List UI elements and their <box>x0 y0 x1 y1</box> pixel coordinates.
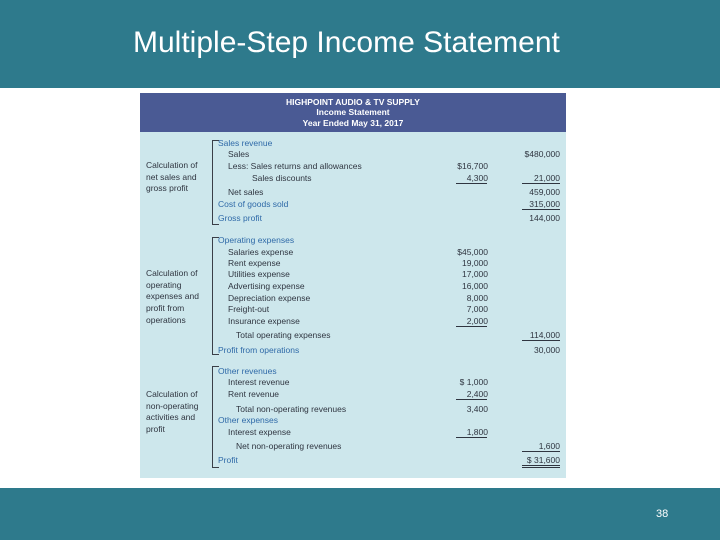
double-underline <box>522 467 560 468</box>
heading-sales-revenue: Sales revenue <box>218 138 273 148</box>
line-total-opex: Total operating expenses <box>236 330 331 340</box>
amount-insurance: 2,000 <box>466 316 488 326</box>
amount-sales-returns: $16,700 <box>457 161 488 171</box>
line-insurance: Insurance expense <box>228 316 300 326</box>
line-net-nonop-revenues: Net non-operating revenues <box>236 441 342 451</box>
line-rent-revenue: Rent revenue <box>228 389 280 399</box>
side-label-gross-profit <box>146 160 198 195</box>
company-name: HIGHPOINT AUDIO & TV SUPPLY <box>286 97 420 107</box>
underline <box>522 209 560 210</box>
line-profit-operations: Profit from operations <box>218 345 300 355</box>
heading-other-expenses: Other expenses <box>218 415 279 425</box>
amount-total-nonop-revenues: 3,400 <box>466 404 488 414</box>
line-sales-discounts: Sales discounts <box>252 173 312 183</box>
side-label-operations <box>146 268 199 327</box>
heading-operating-expenses: Operating expenses <box>218 235 295 245</box>
side-label-line: non-operating <box>146 400 199 411</box>
line-gross-profit: Gross profit <box>218 213 262 223</box>
line-cogs: Cost of goods sold <box>218 199 289 209</box>
line-profit: Profit <box>218 455 238 465</box>
amount-sales-discounts: 4,300 <box>466 173 488 183</box>
amount-gross-profit: 144,000 <box>529 213 560 223</box>
amount-interest-revenue: $ 1,000 <box>459 377 488 387</box>
side-label-line: Calculation of <box>146 160 198 170</box>
underline <box>456 437 487 438</box>
amount-cogs: 315,000 <box>529 199 560 209</box>
amount-rent-revenue: 2,400 <box>466 389 488 399</box>
amount-profit-operations: 30,000 <box>534 345 560 355</box>
amount-sales: $480,000 <box>524 149 560 159</box>
line-utilities: Utilities expense <box>228 269 290 279</box>
amount-depreciation: 8,000 <box>466 293 488 303</box>
amount-profit: $ 31,600 <box>526 455 560 465</box>
slide-title: Multiple-Step Income Statement <box>133 26 560 59</box>
double-underline <box>522 465 560 466</box>
income-statement <box>140 93 566 478</box>
side-label-line: activities and <box>146 412 196 423</box>
line-total-nonop-revenues: Total non-operating revenues <box>236 404 347 414</box>
side-label-line: operations <box>146 314 186 325</box>
line-net-sales: Net sales <box>228 187 264 197</box>
underline <box>522 340 560 341</box>
amount-net-sales: 459,000 <box>529 187 560 197</box>
amount-net-nonop-revenues: 1,600 <box>538 441 560 451</box>
side-label-non-operating <box>146 389 198 436</box>
line-sales-returns: Less: Sales returns and allowances <box>228 161 362 171</box>
amount-utilities: 17,000 <box>462 269 488 279</box>
side-label-line: net sales and <box>146 171 197 182</box>
footer-bar <box>0 488 720 540</box>
amount-salaries: $45,000 <box>457 247 488 257</box>
amount-total-opex: 114,000 <box>529 330 560 340</box>
side-label-line: profit from <box>146 303 185 314</box>
brace-operations <box>212 237 219 355</box>
amount-discounts-total: 21,000 <box>534 173 560 183</box>
side-label-line: expenses and <box>146 291 199 302</box>
amount-interest-expense: 1,800 <box>466 427 488 437</box>
underline <box>522 183 560 184</box>
amount-advertising: 16,000 <box>462 281 488 291</box>
line-advertising: Advertising expense <box>228 281 305 291</box>
statement-header <box>140 93 566 132</box>
line-depreciation: Depreciation expense <box>228 293 311 303</box>
underline <box>522 451 560 452</box>
side-label-line: Calculation of <box>146 268 198 278</box>
underline <box>456 399 487 400</box>
line-interest-revenue: Interest revenue <box>228 377 290 387</box>
side-label-line: profit <box>146 424 165 435</box>
underline <box>456 183 487 184</box>
statement-period: Year Ended May 31, 2017 <box>302 118 404 128</box>
amount-freight: 7,000 <box>466 304 488 314</box>
line-rent: Rent expense <box>228 258 281 268</box>
line-freight: Freight-out <box>228 304 270 314</box>
amount-rent: 19,000 <box>462 258 488 268</box>
underline <box>456 326 487 327</box>
heading-other-revenues: Other revenues <box>218 366 277 376</box>
side-label-line: gross profit <box>146 183 189 194</box>
side-label-line: operating <box>146 279 182 290</box>
statement-name: Income Statement <box>316 107 390 117</box>
line-sales: Sales <box>228 149 250 159</box>
line-interest-expense: Interest expense <box>228 427 291 437</box>
side-label-line: Calculation of <box>146 389 198 399</box>
line-salaries: Salaries expense <box>228 247 294 257</box>
page-number: 38 <box>656 508 669 520</box>
